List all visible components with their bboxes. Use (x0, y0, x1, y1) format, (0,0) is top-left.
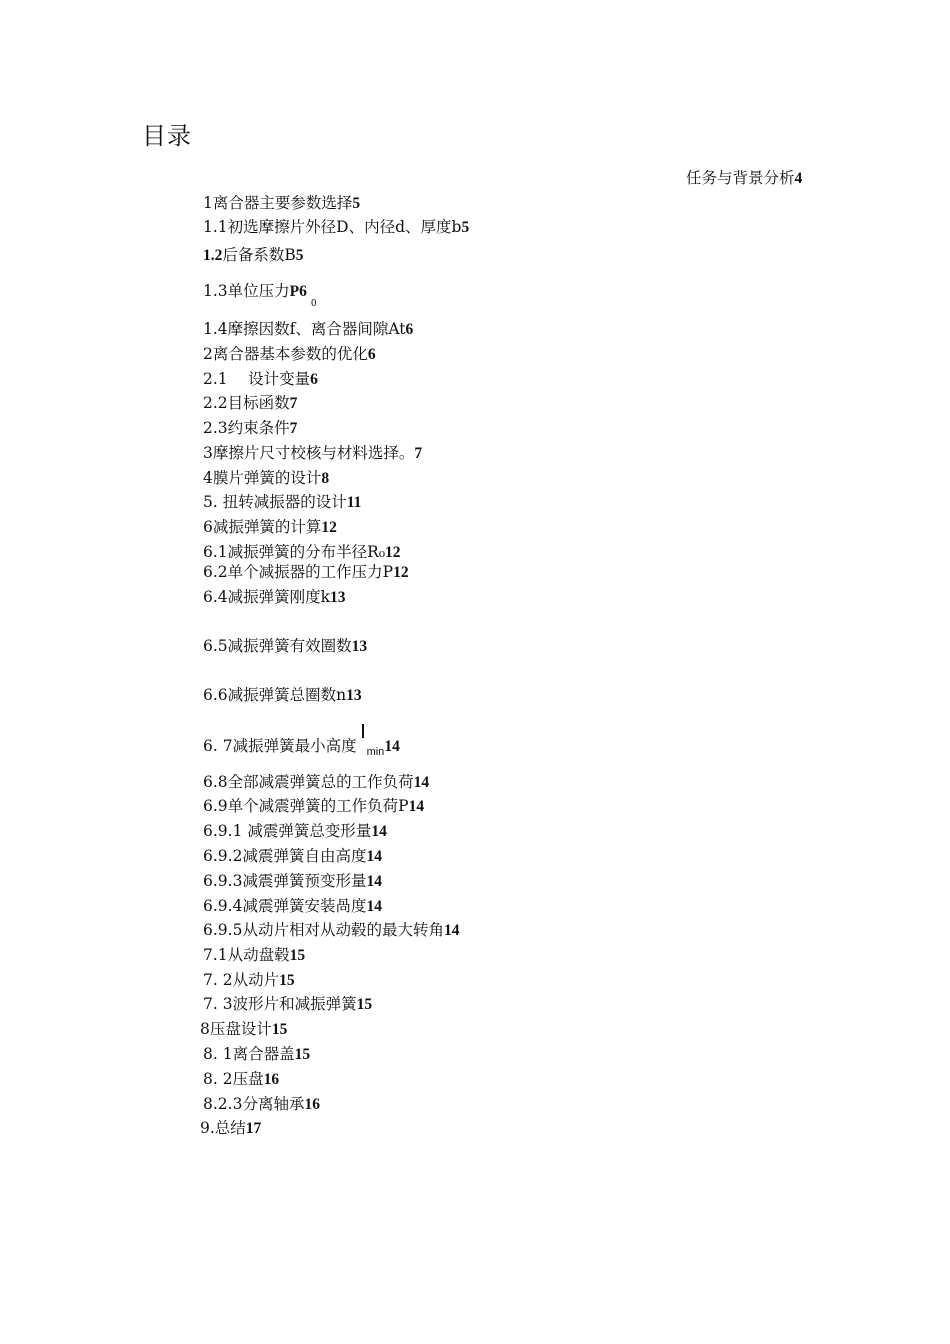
toc-entry-text: 6. 7减振弹簧最小高度 (203, 737, 357, 755)
toc-entry-subscript: min (366, 746, 385, 758)
toc-entry[interactable] (203, 872, 382, 891)
toc-entry-text: 6.9.2减震弹簧自由高度 (203, 847, 367, 865)
toc-entry-page: 5 (461, 219, 470, 236)
toc-entry-text: 1.1初选摩擦片外径D、内径d、厚度b (203, 218, 462, 236)
toc-entry[interactable] (203, 1045, 310, 1064)
toc-entry[interactable] (203, 847, 382, 866)
toc-entry-page: 14 (366, 848, 382, 865)
toc-entry-text: 4膜片弹簧的设计 (203, 469, 322, 487)
toc-entry[interactable] (203, 394, 297, 413)
toc-entry-page: 14 (408, 798, 425, 815)
toc-entry[interactable] (203, 246, 304, 265)
toc-entry[interactable] (203, 897, 382, 916)
toc-entry-page: 12 (321, 519, 337, 536)
toc-entry-page: 7 (289, 420, 298, 437)
toc-entry[interactable] (203, 637, 367, 656)
toc-entry-text: 2离合器基本参数的优化 (203, 345, 368, 363)
toc-entry-page: 5 (352, 195, 361, 212)
toc-entry-text: 8.2.3分离轴承 (203, 1095, 305, 1113)
toc-entry-text: 3摩擦片尺寸校核与材料选择。 (203, 444, 415, 462)
toc-entry[interactable] (203, 419, 297, 438)
toc-entry-page: 14 (366, 873, 382, 890)
toc-entry[interactable] (203, 822, 387, 841)
toc-entry[interactable] (203, 320, 413, 339)
toc-entry-page: P6 (289, 283, 307, 300)
toc-entry-page: 7 (289, 395, 298, 412)
toc-entry-page: 5 (295, 247, 304, 264)
toc-entry[interactable] (203, 493, 361, 512)
toc-entry-page: 8 (321, 470, 330, 487)
toc-entry[interactable] (203, 518, 337, 537)
toc-entry[interactable] (203, 1095, 320, 1114)
toc-entry-text: 6.5减振弹簧有效圈数 (203, 637, 352, 655)
toc-entry-text: 6.4减振弹簧刚度k (203, 588, 331, 606)
toc-entry-page: 15 (279, 972, 295, 989)
toc-entry-text: 6.2单个减振器的工作压力P (203, 563, 394, 581)
toc-entry-text: 1.4摩擦因数f、离合器间隙At (203, 320, 406, 338)
toc-entry[interactable] (203, 543, 401, 562)
toc-entry-page: 16 (304, 1096, 320, 1113)
toc-entry-subscript: 0 (310, 299, 317, 309)
toc-entry-page: 12 (385, 544, 401, 561)
toc-entry-page: 12 (393, 564, 409, 581)
toc-entry-text: 2.2目标函数 (203, 394, 290, 412)
toc-entry-page: 15 (294, 1046, 311, 1063)
toc-entry-page: 15 (356, 996, 373, 1013)
toc-entry-text: 后备系数B (222, 246, 296, 264)
toc-entry-page: 4 (794, 170, 803, 187)
toc-entry[interactable] (203, 370, 318, 389)
toc-entry-page: 14 (413, 774, 430, 791)
toc-entry[interactable] (203, 773, 429, 792)
toc-entry[interactable] (203, 921, 459, 940)
toc-entry-text: 1离合器主要参数选择 (203, 194, 353, 212)
toc-entry-page: 15 (271, 1021, 288, 1038)
toc-entry[interactable] (203, 797, 424, 816)
page-title: 目录 (142, 122, 192, 150)
toc-entry[interactable] (203, 737, 400, 757)
toc-entry[interactable] (203, 946, 305, 965)
toc-entry-text: 8. 2压盘 (203, 1070, 264, 1088)
toc-entry-text: 2.1 设计变量 (203, 370, 311, 388)
toc-entry[interactable] (203, 995, 372, 1014)
toc-entry-page: 14 (384, 738, 400, 755)
toc-entry-text: 6.6减振弹簧总圈数n (203, 686, 347, 704)
toc-entry-number: 1.2 (203, 247, 223, 264)
toc-entry-text: 7. 2从动片 (203, 971, 280, 989)
toc-entry[interactable] (200, 1020, 287, 1039)
toc-entry-text: 1.3单位压力 (203, 282, 290, 300)
toc-entry-page: 11 (346, 494, 362, 511)
toc-entry-text: 任务与背景分析 (686, 169, 795, 187)
toc-entry-page: 13 (346, 687, 362, 704)
toc-entry-page: 16 (263, 1071, 280, 1088)
toc-entry[interactable] (203, 971, 295, 990)
toc-entry[interactable] (203, 469, 329, 488)
toc-entry[interactable] (200, 1119, 261, 1138)
toc-entry[interactable] (203, 218, 469, 237)
toc-entry-text: 8. 1离合器盖 (203, 1045, 295, 1063)
toc-entry-text: 6.9单个减震弹簧的工作负荷P (203, 797, 409, 815)
toc-entry[interactable] (203, 563, 409, 582)
height-symbol-icon (357, 738, 367, 756)
toc-entry-text: 6.9.3减震弹簧预变形量 (203, 872, 367, 890)
toc-entry-text: 7.1从动盘毂 (203, 946, 290, 964)
toc-entry[interactable] (203, 345, 376, 364)
toc-entry-text: 2.3约束条件 (203, 419, 290, 437)
toc-entry[interactable] (203, 686, 362, 705)
toc-entry[interactable] (203, 1070, 279, 1089)
toc-entry-page: 6 (367, 346, 376, 363)
toc-entry-text: 6减振弹簧的计算 (203, 518, 322, 536)
toc-entry-text: 8压盘设计 (200, 1020, 272, 1038)
toc-entry-page: 13 (330, 589, 346, 606)
toc-entry-page: 17 (245, 1120, 262, 1137)
toc-entry[interactable] (203, 444, 422, 463)
toc-entry-page: 6 (405, 321, 414, 338)
toc-entry-text: 6.8全部减震弹簧总的工作负荷 (203, 773, 414, 791)
toc-entry-page: 15 (289, 947, 306, 964)
toc-entry-text: 6.9.5从动片相对从动毂的最大转角 (203, 921, 444, 939)
toc-entry-page: 13 (351, 638, 368, 655)
toc-entry[interactable] (203, 194, 360, 213)
toc-entry-text: 6.1减振弹簧的分布半径R₀ (203, 543, 386, 561)
toc-entry-text: 9.总结 (200, 1119, 246, 1137)
toc-entry-text: 6.9.1 减震弹簧总变形量 (203, 822, 372, 840)
toc-entry[interactable] (203, 588, 346, 607)
toc-entry[interactable] (203, 282, 317, 309)
toc-entry-page: 14 (371, 823, 387, 840)
toc-entry-text: 6.9.4减震弹簧安装咼度 (203, 897, 367, 915)
toc-entry-text: 5. 扭转减振器的设计 (203, 493, 347, 511)
toc-entry-page: 14 (366, 898, 382, 915)
toc-entry-page: 6 (310, 371, 318, 388)
toc-entry[interactable] (686, 169, 802, 188)
toc-entry-text: 7. 3波形片和减振弹簧 (203, 995, 357, 1013)
toc-entry-page: 14 (443, 922, 460, 939)
toc-entry-page: 7 (414, 445, 423, 462)
